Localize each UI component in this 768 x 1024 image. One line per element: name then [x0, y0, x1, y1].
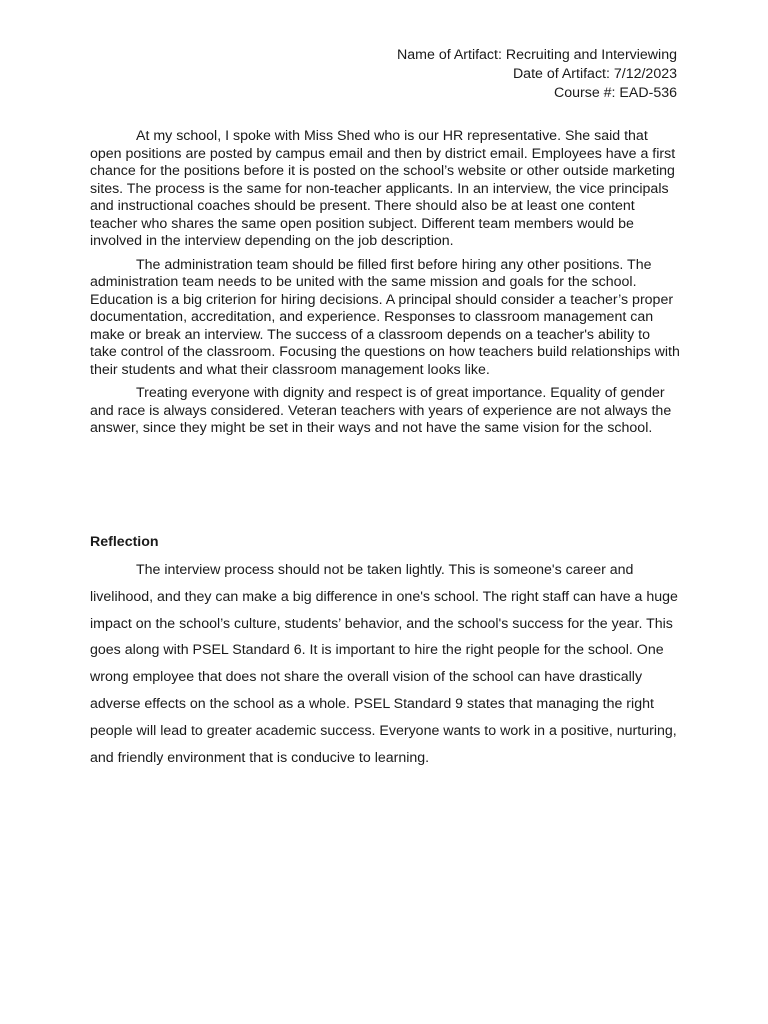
paragraph-dignity-respect: Treating everyone with dignity and respect is of great importance. Equality of gender and race is always considered. Veteran teachers with years of experience are not always the answer, since they might be set in their ways and not have the same vision for the school.	[90, 385, 672, 436]
paragraph-administration-team: The administration team should be filled first before hiring any other positions. The administration team needs to be united with the same mission and goals for the school. Education is a big criterion for hiring decisions. A principal should consider a teacher’s proper documentation, accreditation, and experience. Responses to classroom management can make or break an interview. The success of a classroom depends on a teacher's ability to take control of the classroom. Focusing the questions on how teachers build relationships with their students and what their classroom management looks like.	[90, 256, 680, 378]
paragraph-hr-process: At my school, I spoke with Miss Shed who is our HR representative. She said that open positions are posted by campus email and then by district email. Employees have a first chance for the positions before it is posted on the school’s website or other outside marketing sites. The process is the same for non-teacher applicants. In an interview, the vice principals and instructional coaches should be present. There should also be at least one content teacher who shares the same open position subject. Different team members would be involved in the interview depending on the job description.	[90, 128, 676, 249]
artifact-date: Date of Artifact: 7/12/2023	[512, 66, 677, 82]
reflection-paragraph: The interview process should not be taken lightly. This is someone's career and livelihood, and they can make a big difference in one's school. The right staff can have a huge impact on the school’s culture, students’ behavior, and the school's success for the year. This goes along with PSEL Standard 6. It is important to hire the right people for the school. One wrong employee that does not share the overall vision of the school can have drastically adverse effects on the school as a whole. PSEL Standard 9 states that managing the right people will lead to greater academic success. Everyone wants to work in a positive, nurturing, and friendly environment that is conducive to learning.	[90, 562, 678, 766]
course-number: Course #: EAD-536	[553, 85, 677, 101]
artifact-header	[397, 46, 677, 103]
artifact-name: Name of Artifact: Recruiting and Interviewing	[397, 47, 677, 63]
reflection-heading: Reflection	[90, 534, 159, 550]
body-text	[90, 128, 680, 444]
